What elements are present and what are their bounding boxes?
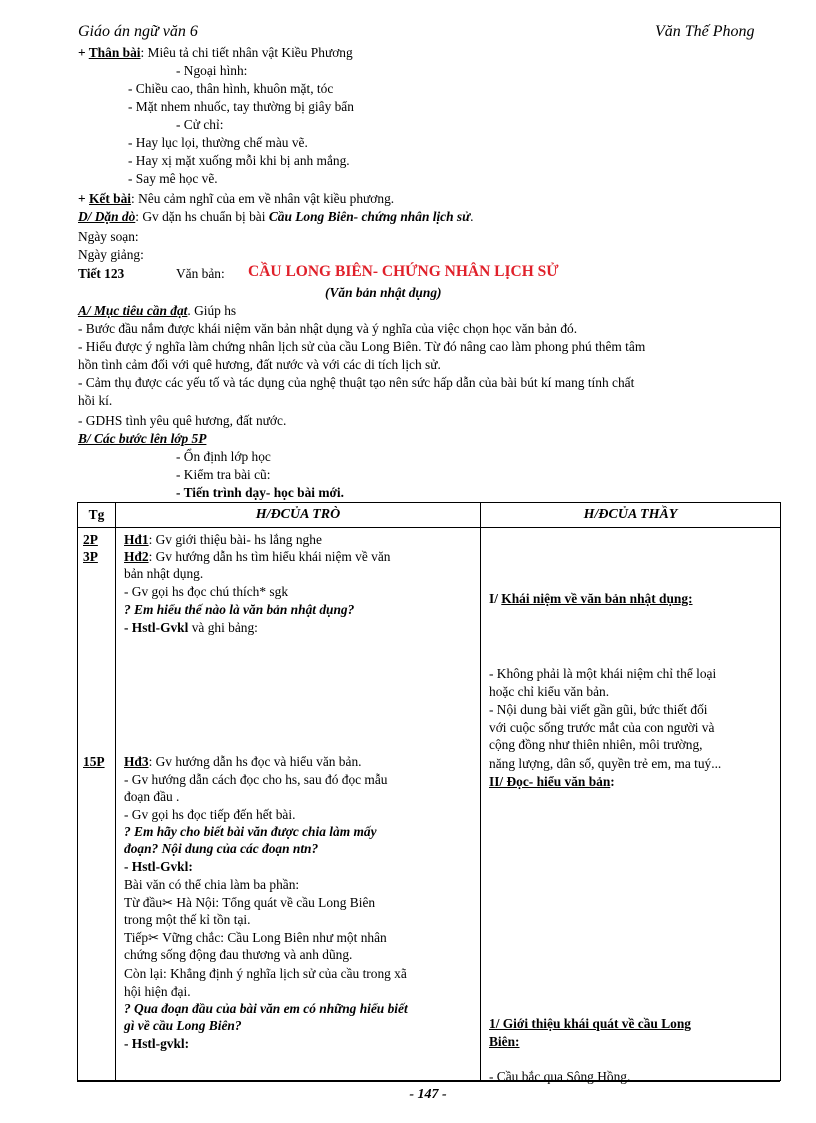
step-item: - Ổn định lớp học bbox=[176, 449, 271, 464]
ngoai-hinh-heading: - Ngoại hình: bbox=[176, 63, 248, 78]
ket-bai-label: Kết bài bbox=[88, 191, 132, 206]
text-line: năng lượng, dân số, quyền trẻ em, ma tuý... bbox=[489, 756, 722, 771]
text-line: Tiếp✂ Vững chắc: Cầu Long Biên như một nhân bbox=[124, 930, 387, 946]
text-line: trong một thế kỉ tồn tại. bbox=[124, 912, 251, 927]
cu-chi-item: - Hay xị mặt xuống mỗi khi bị anh mắng. bbox=[128, 153, 350, 168]
cu-chi-heading: - Cử chỉ: bbox=[176, 117, 224, 132]
objective-line: - Hiểu được ý nghĩa làm chứng nhân lịch sử của cầu Long Biên. Từ đó nâng cao làm phong phú thêm tâm bbox=[78, 339, 646, 354]
step-item: - Kiểm tra bài cũ: bbox=[176, 467, 271, 482]
van-ban-label: Văn bản: bbox=[176, 266, 225, 281]
text-line: - Cầu bắc qua Sông Hồng. bbox=[489, 1069, 631, 1084]
answer-line: - Hstl-Gvkl và ghi bảng: bbox=[124, 620, 258, 635]
question-line: đoạn? Nội dung của các đoạn ntn? bbox=[124, 841, 319, 856]
step-item: - Tiến trình dạy- học bài mới. bbox=[176, 485, 345, 500]
table-row bbox=[78, 528, 781, 1081]
hd2-line: Hđ2: Gv hướng dẫn hs tìm hiểu khái niệm về văn bbox=[124, 549, 391, 564]
objective-line: - GDHS tình yêu quê hương, đất nước. bbox=[78, 413, 287, 428]
time-column bbox=[78, 528, 116, 1081]
answer-line: - Hstl-Gvkl: bbox=[124, 859, 193, 874]
ngay-soan: Ngày soạn: bbox=[78, 229, 139, 244]
page-number: - 147 - bbox=[409, 1087, 447, 1102]
question-line: ? Em hãy cho biết bài văn được chia làm mấy bbox=[124, 824, 377, 839]
answer-line: - Hstl-gvkl: bbox=[124, 1036, 190, 1051]
text-line: cộng đồng như thiên nhiên, môi trường, bbox=[489, 737, 703, 752]
time-label: 15P bbox=[83, 754, 105, 769]
section-heading: 1/ Giới thiệu khái quát về cầu Long bbox=[489, 1016, 691, 1031]
objective-line: hồn tình cảm đối với quê hương, đất nước và với các di tích lịch sử. bbox=[78, 357, 441, 372]
text-line: - Không phải là một khái niệm chỉ thể loại bbox=[489, 666, 717, 681]
than-bai-label: Thân bài bbox=[88, 45, 141, 60]
dan-do-line: D/ Dặn dò: Gv dặn hs chuẩn bị bài Cầu Long Biên- chứng nhân lịch sử. bbox=[78, 209, 474, 224]
objective-line: - Bước đầu nắm được khái niệm văn bản nhật dụng và ý nghĩa của việc chọn học văn bản đó. bbox=[78, 321, 578, 336]
text-line: bản nhật dụng. bbox=[124, 566, 204, 581]
ngay-giang: Ngày giảng: bbox=[78, 247, 144, 262]
header-tro: H/ĐCỦA TRÒ bbox=[116, 503, 481, 528]
ket-bai-line: + Kết bài: Nêu cảm nghĩ của em về nhân vật kiều phương. bbox=[78, 191, 395, 206]
text-line: Bài văn có thể chia làm ba phần: bbox=[124, 877, 300, 892]
question-line: gì về cầu Long Biên? bbox=[124, 1018, 242, 1033]
text-line: Từ đầu✂ Hà Nội: Tổng quát về cầu Long Biên bbox=[124, 895, 376, 911]
muc-tieu-line: A/ Mục tiêu cần đạt. Giúp hs bbox=[78, 303, 237, 318]
section-heading: II/ Đọc- hiểu văn bản: bbox=[489, 774, 615, 789]
text-line: - Gv hướng dẫn cách đọc cho hs, sau đó đọc mẫu bbox=[124, 772, 388, 787]
text-line: chứng sống động đau thương và anh dũng. bbox=[124, 947, 353, 962]
text-line: hội hiện đại. bbox=[124, 984, 191, 999]
muc-tieu-label: A/ Mục tiêu cần đạt bbox=[78, 303, 188, 318]
objective-line: - Cảm thụ được các yếu tố và tác dụng của nghệ thuật tạo nên sức hấp dẫn của bài bút kí mang tính chất bbox=[78, 375, 635, 390]
table-header-row bbox=[78, 503, 781, 528]
hd3-line: Hđ3: Gv hướng dẫn hs đọc và hiểu văn bản. bbox=[124, 754, 362, 769]
header-thay: H/ĐCỦA THẦY bbox=[481, 503, 781, 528]
cac-buoc-label: B/ Các bước lên lớp 5P bbox=[78, 431, 207, 446]
cu-chi-item: - Say mê học vẽ. bbox=[128, 171, 218, 186]
section-heading: I/ Khái niệm về văn bản nhật dụng: bbox=[489, 591, 693, 606]
scissors-icon: ✂ bbox=[148, 931, 159, 946]
than-bai-line: + Thân bài: Miêu tả chi tiết nhân vật Kiều Phương bbox=[78, 45, 353, 60]
text-line: - Nội dung bài viết gần gũi, bức thiết đối bbox=[489, 702, 708, 717]
dan-do-label: D/ Dặn dò bbox=[78, 209, 136, 224]
teacher-activity-column bbox=[481, 528, 781, 1084]
cu-chi-item: - Hay lục lọi, thường chế màu vẽ. bbox=[128, 135, 308, 150]
tiet-number: Tiết 123 bbox=[78, 266, 125, 281]
time-label: 3P bbox=[83, 549, 98, 564]
question-line: ? Qua đoạn đầu của bài văn em có những hiểu biết bbox=[124, 1001, 408, 1016]
lesson-table bbox=[77, 502, 781, 1084]
text-line: - Gv gọi hs đọc chú thích* sgk bbox=[124, 584, 289, 599]
question-line: ? Em hiểu thế nào là văn bản nhật dụng? bbox=[124, 602, 355, 617]
student-activity-column bbox=[116, 528, 481, 1081]
header-left: Giáo án ngữ văn 6 bbox=[78, 23, 198, 40]
text-line: đoạn đầu . bbox=[124, 789, 180, 804]
footer-divider bbox=[77, 1081, 780, 1082]
header-tg: Tg bbox=[78, 503, 116, 528]
objective-line: hồi kí. bbox=[78, 393, 113, 408]
text-line: Còn lại: Khẳng định ý nghĩa lịch sử của cầu trong xã bbox=[124, 966, 407, 981]
time-label: 2P bbox=[83, 532, 98, 547]
scissors-icon: ✂ bbox=[162, 896, 174, 911]
section-heading: Biên: bbox=[489, 1034, 520, 1049]
header-right: Văn Thế Phong bbox=[655, 23, 755, 40]
ngoai-hinh-item: - Chiều cao, thân hình, khuôn mặt, tóc bbox=[128, 81, 334, 96]
hd1-line: Hđ1: Gv giới thiệu bài- hs lắng nghe bbox=[124, 532, 322, 547]
lesson-title: CẦU LONG BIÊN- CHỨNG NHÂN LỊCH SỬ bbox=[248, 263, 559, 280]
text-line: với cuộc sống trước mắt của con người và bbox=[489, 720, 715, 735]
lesson-subtitle: (Văn bản nhật dụng) bbox=[325, 285, 442, 300]
text-line: - Gv gọi hs đọc tiếp đến hết bài. bbox=[124, 807, 296, 822]
ngoai-hinh-item: - Mặt nhem nhuốc, tay thường bị giây bẩn bbox=[128, 99, 354, 114]
text-line: hoặc chỉ kiểu văn bản. bbox=[489, 684, 610, 699]
